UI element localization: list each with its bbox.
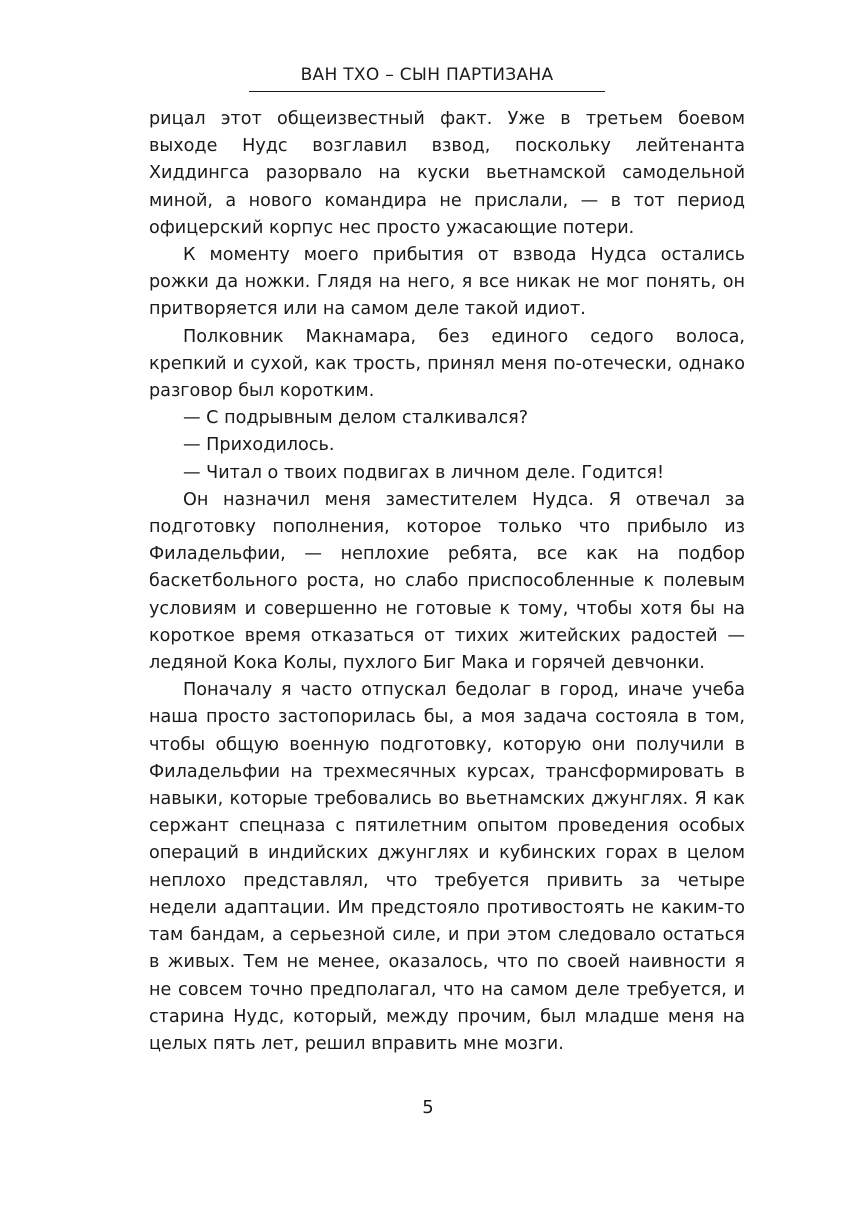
- paragraph: К моменту моего прибытия от взвода Нудса остались рожки да ножки. Глядя на него, я все никак не мог понять, он притворяется или на самом деле такой идиот.: [149, 245, 745, 320]
- paragraph: Полковник Макнамара, без единого седого волоса, крепкий и сухой, как трость, принял меня по-отечески, однако разговор был коротким.: [149, 326, 745, 402]
- dialogue-line: — Приходилось.: [183, 435, 335, 456]
- dialogue-line: — С подрывным делом сталкивался?: [183, 408, 529, 429]
- paragraph-continuation: рицал этот общеизвестный факт. Уже в третьем боевом выходе Нудс возглавил взвод, поскольку лейтенанта Хиддингса разорвало на куски вьетнамской самодельной миной, а нового командира не прислали, — в тот период офицерский корпус нес просто ужасающие потери.: [149, 109, 745, 238]
- header-rule: [249, 91, 605, 92]
- paragraph: Он назначил меня заместителем Нудса. Я отвечал за подготовку пополнения, которое только что прибыло из Филадельфии, — неплохие ребята, все как на подбор баскетбольного роста, но слабо приспособленные к полевым условиям и совершенно не готовые к тому, чтобы хотя бы на короткое время отказаться от тихих житейских радостей — ледяной Кока Колы, пухлого Биг Мака и горячей девчонки.: [149, 489, 745, 674]
- paragraph: Поначалу я часто отпускал бедолаг в город, иначе учеба наша просто застопорилась бы, а моя задача состояла в том, чтобы общую военную подготовку, которую они получили в Филадельфии на трехмесячных курсах, трансформировать в навыки, которые требовались во вьетнамских джунглях. Я как сержант спецназа с пятилетним опытом проведения особых операций в индийских джунглях и кубинских горах в целом неплохо представлял, что требуется привить за четыре недели адаптации. Им предстояло противостоять не каким-то там бандам, а серьезной силе, и при этом следовало остаться в живых. Тем не менее, оказалось, что по своей наивности я не совсем точно предполагал, что на самом деле требуется, и старина Нудс, который, между прочим, был младше меня на целых пять лет, решил вправить мне мозги.: [149, 680, 745, 1054]
- running-head-title: ВАН ТХО – СЫН ПАРТИЗАНА: [300, 65, 554, 85]
- body-text: [149, 106, 745, 1058]
- dialogue-line: — Читал о твоих подвигах в личном деле. Годится!: [183, 462, 665, 483]
- page-number: 5: [422, 1097, 434, 1118]
